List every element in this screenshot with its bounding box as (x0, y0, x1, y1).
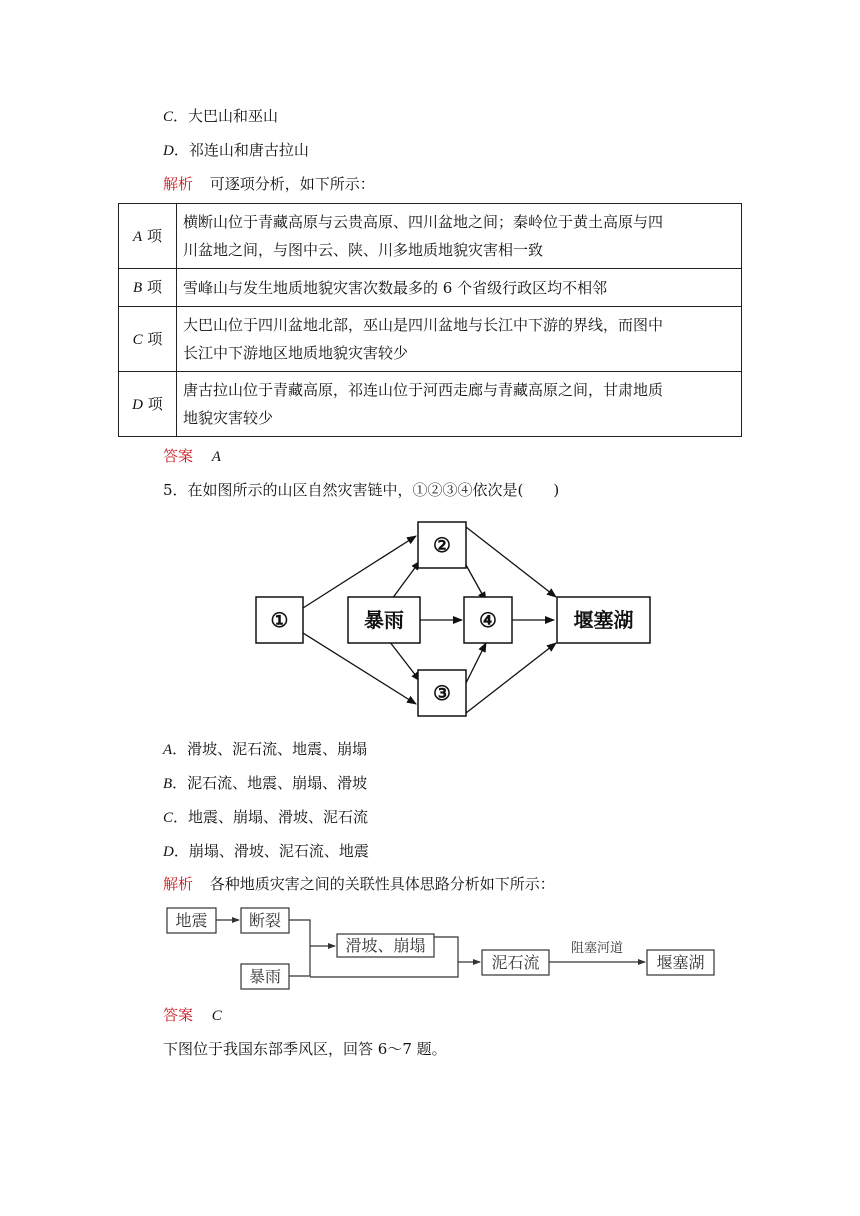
table-row (119, 204, 742, 269)
analysis-2 (163, 874, 555, 894)
row-content: 唐古拉山位于青藏高原，祁连山位于河西走廊与青藏高原之间，甘肃地质 地貌灾害较少 (177, 372, 742, 437)
option-text: ．泥石流、地震、崩塌、滑坡 (172, 774, 368, 792)
answer-label: 答案 (163, 447, 194, 465)
arrow-2-to-4 (466, 565, 486, 601)
box-4-label: ④ (479, 608, 497, 632)
option-text: ．地震、崩塌、滑坡、泥石流 (173, 808, 369, 826)
option-text: ．崩塌、滑坡、泥石流、地震 (173, 842, 369, 860)
answer-value: A (211, 449, 221, 465)
option-letter: C (163, 810, 174, 826)
option-letter: C (163, 109, 174, 125)
row-content: 大巴山位于四川盆地北部，巫山是四川盆地与长江中下游的界线，而图中 长江中下游地区地质地貌灾害较少 (177, 307, 742, 372)
analysis-label: 解析 (163, 875, 194, 893)
option-d (163, 841, 369, 862)
arrow-2-to-lake (466, 527, 556, 597)
option-c (163, 807, 368, 828)
sketch-rainstorm-label: 暴雨 (248, 967, 282, 986)
row-key: C 项 (119, 307, 177, 372)
arrow-3-to-lake (466, 643, 556, 713)
analysis-1 (163, 174, 375, 194)
box-2-label: ② (433, 533, 451, 557)
arrow-3-to-4 (466, 643, 486, 683)
option-d-top (163, 140, 309, 161)
option-text: ．大巴山和巫山 (173, 107, 279, 125)
sketch-landslide-label: 滑坡、崩塌 (345, 936, 426, 955)
option-text: ．滑坡、泥石流、地震、崩塌 (172, 740, 368, 758)
table-row (119, 269, 742, 307)
analysis-table (118, 203, 742, 437)
row-content: 横断山位于青藏高原与云贵高原、四川盆地之间；秦岭位于黄土高原与四 川盆地之间，与图中云、陕、川多地质地貌灾害相一致 (177, 204, 742, 269)
analysis-text: 可逐项分析，如下所示： (209, 175, 375, 193)
sketch-block-label: 阻塞河道 (570, 941, 624, 956)
row-key: A 项 (119, 204, 177, 269)
option-c-top (163, 106, 278, 127)
option-letter: D (163, 143, 174, 159)
sketch-lake-label: 堰塞湖 (656, 953, 705, 972)
table-row (119, 307, 742, 372)
answer-1 (163, 446, 221, 467)
box-lake-label: 堰塞湖 (573, 608, 634, 632)
box-3-label: ③ (433, 681, 451, 705)
option-letter: A (163, 742, 173, 758)
option-letter: B (163, 776, 173, 792)
sketch-fracture-label: 断裂 (248, 911, 282, 930)
next-question-intro: 下图位于我国东部季风区，回答 6～7 题。 (163, 1040, 447, 1058)
table-row (119, 372, 742, 437)
box-1-label: ① (270, 608, 289, 632)
option-a (163, 739, 367, 760)
analysis-text: 各种地质灾害之间的关联性具体思路分析如下所示： (209, 875, 555, 893)
row-key: D 项 (119, 372, 177, 437)
answer-value: C (211, 1008, 222, 1024)
answer-2 (163, 1005, 222, 1026)
box-rain-label: 暴雨 (364, 608, 404, 632)
sketch-connector-left (289, 920, 310, 976)
question-5: 5．在如图所示的山区自然灾害链中，①②③④依次是( ) (163, 481, 560, 499)
analysis-sketch-diagram (160, 900, 725, 995)
row-content: 雪峰山与发生地质地貌灾害次数最多的 6 个省级行政区均不相邻 (177, 269, 742, 307)
disaster-chain-diagram (240, 515, 660, 720)
sketch-earthquake-label: 地震 (175, 911, 208, 930)
analysis-label: 解析 (163, 175, 194, 193)
option-letter: D (163, 844, 174, 860)
option-b (163, 773, 367, 794)
row-key: B 项 (119, 269, 177, 307)
sketch-debris-label: 泥石流 (491, 953, 540, 972)
answer-label: 答案 (163, 1006, 194, 1024)
option-text: ．祁连山和唐古拉山 (173, 141, 309, 159)
